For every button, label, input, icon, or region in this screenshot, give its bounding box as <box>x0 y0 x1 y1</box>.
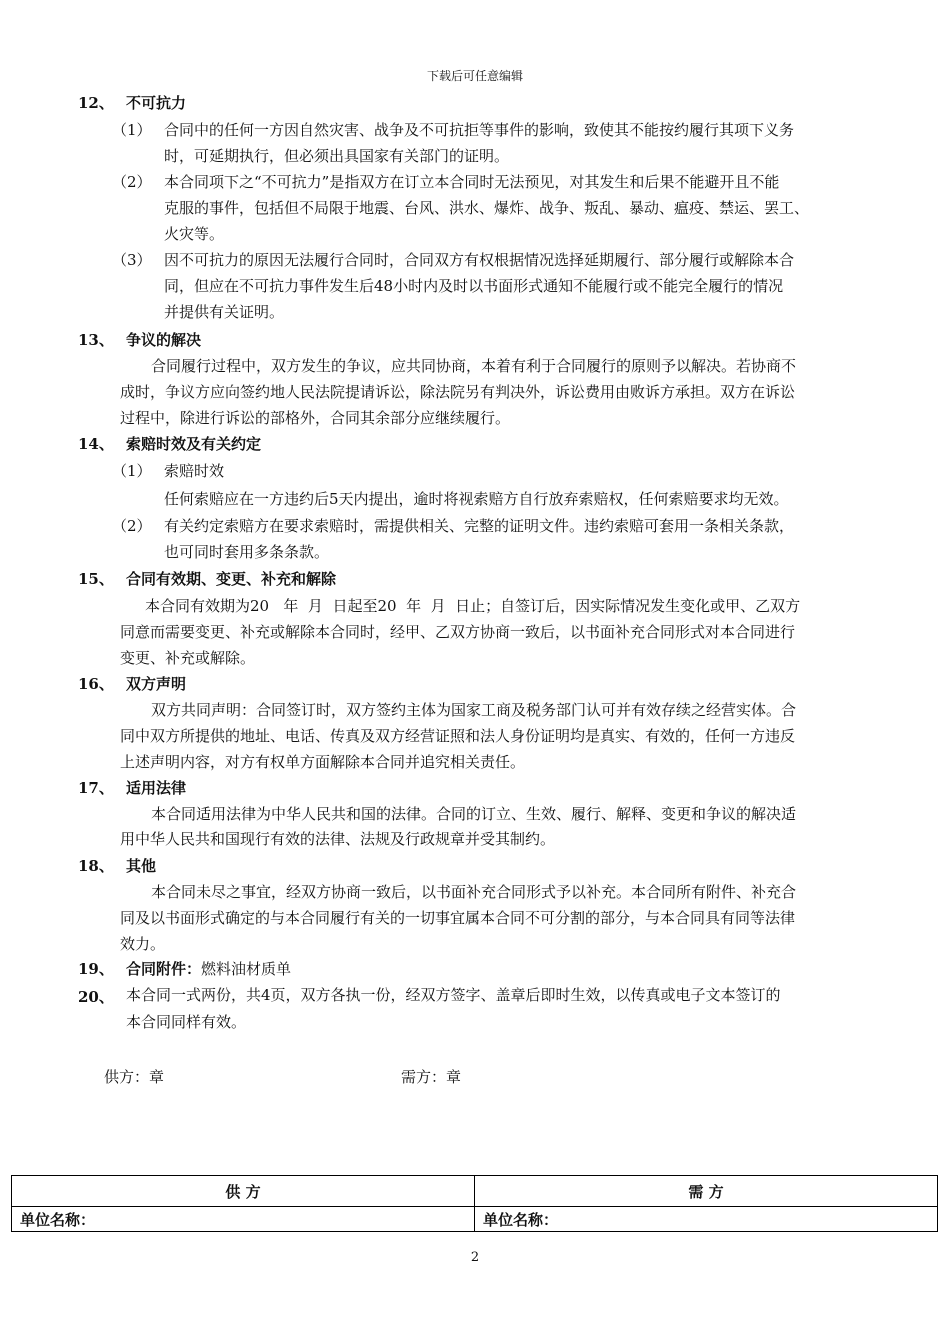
attachment-name: 燃料油材质单 <box>201 960 292 978</box>
paragraph-line: 合同中的任何一方因自然灾害、战争及不可抗拒等事件的影响，致使其不能按约履行其项下义务 <box>164 121 795 139</box>
buyer-signature: 需方：章 <box>401 1068 462 1086</box>
paragraph-line: 也可同时套用多条条款。 <box>164 543 330 561</box>
paragraph-line: 同，但应在不可抗力事件发生后48小时内及时以书面形式通知不能履行或不能完全履行的情况 <box>164 277 784 295</box>
paragraph-line: 索赔时效 <box>164 462 225 480</box>
party-info-table <box>11 1175 938 1232</box>
section-number: 14、 <box>78 435 114 453</box>
paragraph-line: 双方共同声明：合同签订时，双方签约主体为国家工商及税务部门认可并有效存续之经营实体。合 <box>151 701 797 719</box>
section-number: 12、 <box>78 94 114 112</box>
paragraph-line: 本合同同样有效。 <box>126 1013 247 1031</box>
item-number: （1） <box>112 462 152 480</box>
item-number: （3） <box>112 251 152 269</box>
section-title: 双方声明 <box>126 675 187 693</box>
buyer-name-cell: 单位名称： <box>475 1207 938 1232</box>
section-15-heading <box>78 568 336 589</box>
paragraph-line: 火灾等。 <box>164 225 225 243</box>
section-number: 20、 <box>78 988 114 1006</box>
section-number: 19、 <box>78 960 114 978</box>
section-12-heading <box>78 92 186 113</box>
paragraph-line: 上述声明内容，对方有权单方面解除本合同并追究相关责任。 <box>120 753 526 771</box>
section-14-heading <box>78 433 261 454</box>
section-title: 争议的解决 <box>126 331 202 349</box>
section-16-heading <box>78 673 186 694</box>
section-title: 合同有效期、变更、补充和解除 <box>126 570 337 588</box>
item-number: （2） <box>112 173 152 191</box>
section-13-heading <box>78 329 201 350</box>
supplier-signature: 供方：章 <box>104 1068 165 1086</box>
paragraph-line: 本合同适用法律为中华人民共和国的法律。合同的订立、生效、履行、解释、变更和争议的解决适 <box>151 805 797 823</box>
section-20-heading <box>78 986 126 1007</box>
section-title: 其他 <box>126 857 157 875</box>
section-18-heading <box>78 855 156 876</box>
supplier-header-cell: 供 方 <box>12 1176 475 1207</box>
section-number: 16、 <box>78 675 114 693</box>
table-header-row <box>12 1176 938 1207</box>
section-title: 索赔时效及有关约定 <box>126 435 262 453</box>
paragraph-line: 因不可抗力的原因无法履行合同时，合同双方有权根据情况选择延期履行、部分履行或解除本合 <box>164 251 795 269</box>
buyer-header-cell: 需 方 <box>475 1176 938 1207</box>
paragraph-line: 同意而需要变更、补充或解除本合同时，经甲、乙双方协商一致后，以书面补充合同形式对本合同进行 <box>120 623 796 641</box>
paragraph-line: 成时，争议方应向签约地人民法院提请诉讼，除法院另有判决外，诉讼费用由败诉方承担。双方在诉讼 <box>120 383 796 401</box>
paragraph-line: 时，可延期执行，但必须出具国家有关部门的证明。 <box>164 147 510 165</box>
paragraph-line: 同及以书面形式确定的与本合同履行有关的一切事宜属本合同不可分割的部分，与本合同具有同等法律 <box>120 909 796 927</box>
paragraph-line: 效力。 <box>120 935 166 953</box>
section-number: 18、 <box>78 857 114 875</box>
paragraph-line: 用中华人民共和国现行有效的法律、法规及行政规章并受其制约。 <box>120 830 556 848</box>
paragraph-line: 过程中，除进行诉讼的部格外，合同其余部分应继续履行。 <box>120 409 511 427</box>
paragraph-line: 本合同项下之“不可抗力”是指双方在订立本合同时无法预见，对其发生和后果不能避开且不能 <box>164 173 780 191</box>
paragraph-line: 并提供有关证明。 <box>164 303 285 321</box>
paragraph-line: 同中双方所提供的地址、电话、传真及双方经营证照和法人身份证明均是真实、有效的，任何一方违反 <box>120 727 796 745</box>
paragraph-line: 任何索赔应在一方违约后5天内提出，逾时将视索赔方自行放弃索赔权，任何索赔要求均无效。 <box>164 490 789 508</box>
item-number: （2） <box>112 517 152 535</box>
paragraph-line: 本合同一式两份，共4页，双方各执一份，经双方签字、盖章后即时生效，以传真或电子文本签订的 <box>126 986 781 1004</box>
paragraph-line: 合同履行过程中，双方发生的争议，应共同协商，本着有利于合同履行的原则予以解决。若协商不 <box>151 357 797 375</box>
paragraph-line: 有关约定索赔方在要求索赔时，需提供相关、完整的证明文件。违约索赔可套用一条相关条款， <box>164 517 795 535</box>
supplier-name-cell: 单位名称： <box>12 1207 475 1232</box>
section-number: 15、 <box>78 570 114 588</box>
section-19-heading <box>78 958 291 979</box>
table-row <box>12 1207 938 1232</box>
paragraph-line: 变更、补充或解除。 <box>120 649 256 667</box>
section-17-heading <box>78 777 186 798</box>
paragraph-line: 克服的事件，包括但不局限于地震、台风、洪水、爆炸、战争、叛乱、暴动、瘟疫、禁运、罢工、 <box>164 199 810 217</box>
section-title: 适用法律 <box>126 779 187 797</box>
paragraph-line: 本合同有效期为20 年 月 日起至20 年 月 日止；自签订后，因实际情况发生变化或甲、乙双方 <box>145 597 801 615</box>
page-number: 2 <box>470 1250 480 1265</box>
section-number: 17、 <box>78 779 114 797</box>
paragraph-line: 本合同未尽之事宜，经双方协商一致后，以书面补充合同形式予以补充。本合同所有附件、补充合 <box>151 883 797 901</box>
section-title: 合同附件： <box>126 960 202 978</box>
section-number: 13、 <box>78 331 114 349</box>
section-title: 不可抗力 <box>126 94 187 112</box>
page-header: 下载后可任意编辑 <box>426 69 523 83</box>
item-number: （1） <box>112 121 152 139</box>
